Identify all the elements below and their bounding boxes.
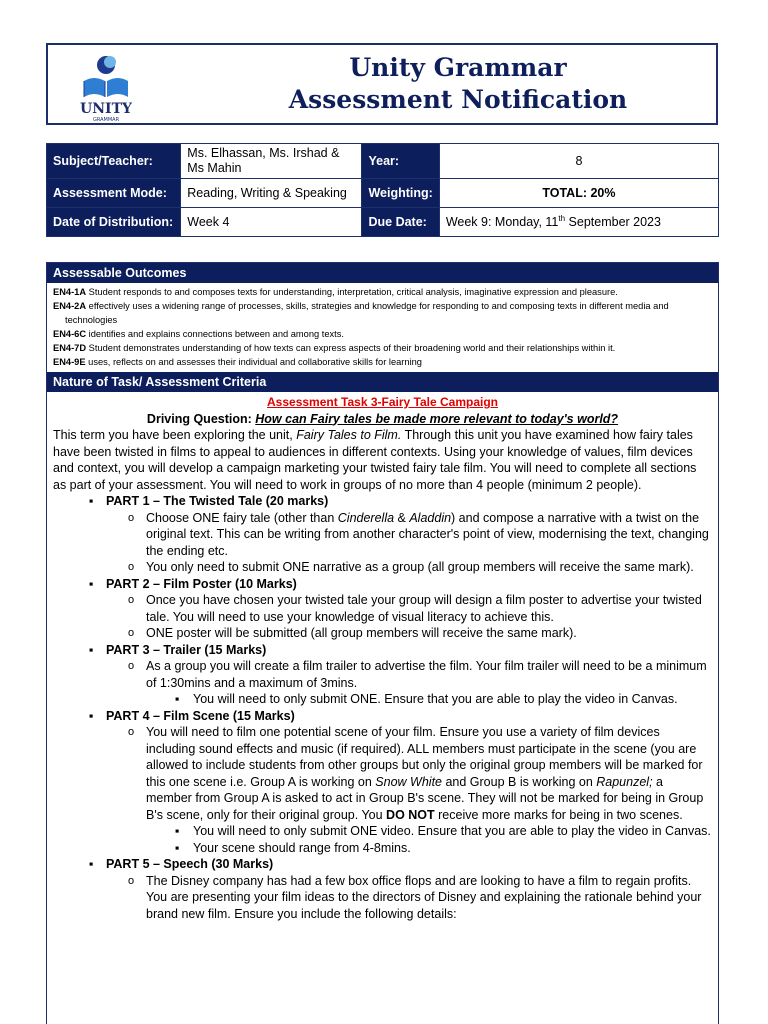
outcomes-heading: Assessable Outcomes [47,263,718,283]
distribution-value: Week 4 [181,208,362,237]
list-item: ▪ Your scene should range from 4-8mins. [53,840,712,857]
due-label: Due Date: [362,208,439,237]
list-item: o You only need to submit ONE narrative as a group (all group members will receive the same mark). [53,559,712,576]
page-subtitle: Assessment Notification [288,85,628,114]
list-item: o As a group you will create a film trailer to advertise the film. Your film trailer will need to be a minimum of 1:30mins and a maximum of 3mins. [53,658,712,691]
list-item: EN4-7D Student demonstrates understanding of how texts can express aspects of their broadening world and their relationships within it. [53,343,616,353]
part-3-title: ▪ PART 3 – Trailer (15 Marks) [53,642,712,659]
part-4-title: ▪ PART 4 – Film Scene (15 Marks) [53,708,712,725]
list-item: o Choose ONE fairy tale (other than Cinderella & Aladdin) and compose a narrative with a twist on the original text. This can be writing from another character's point of view, modernising the text, changing the ending etc. [53,510,712,560]
task-title: Assessment Task 3-Fairy Tale Campaign [267,395,498,409]
header-box [46,43,718,125]
part-2-title: ▪ PART 2 – Film Poster (10 Marks) [53,576,712,593]
task-heading: Nature of Task/ Assessment Criteria [47,372,718,392]
subject-value: Ms. Elhassan, Ms. Irshad & Ms Mahin [181,144,362,179]
task-body [47,392,718,922]
mode-label: Assessment Mode: [47,179,181,208]
table-row [47,179,719,208]
distribution-label: Date of Distribution: [47,208,181,237]
year-label: Year: [362,144,439,179]
table-row [47,208,719,237]
list-item: o ONE poster will be submitted (all group members will receive the same mark). [53,625,712,642]
svg-text:UNITY: UNITY [80,101,132,117]
weighting-label: Weighting: [362,179,439,208]
page-title: Unity Grammar [349,53,567,82]
list-item: EN4-1A Student responds to and composes texts for understanding, interpretation, critical analysis, imaginative expression and pleasure. [53,287,618,297]
outcomes-list [47,283,718,372]
due-value: Week 9: Monday, 11th September 2023 [439,208,718,237]
list-item: ▪ You will need to only submit ONE video. Ensure that you are able to play the video in Canvas. [53,823,712,840]
driving-question: Driving Question: How can Fairy tales be made more relevant to today's world? [146,411,619,426]
part-5-title: ▪ PART 5 – Speech (30 Marks) [53,856,712,873]
main-box [46,262,719,1024]
table-row [47,144,719,179]
list-item: o You will need to film one potential scene of your film. Ensure you use a variety of film devices including sound effects and music (if required). ALL members must participate in the scene (you are allowed to include students from other groups but only the original group members will be marked for this one scene i.e. Group A is working on Snow White and Group B is working on Rapunzel; a member from Group A is asked to act in Group B's scene. They will not be marked for being in Group B's scene, only for their original group. You DO NOT receive more marks for being in two scenes. [53,724,712,823]
list-item: o Once you have chosen your twisted tale your group will design a film poster to advertise your twisted tale. You will need to use your knowledge of visual literacy to achieve this. [53,592,712,625]
list-item: EN4-2A effectively uses a widening range of processes, skills, strategies and knowledge for responding to and composing texts in different media and technologies [53,301,669,325]
subject-label: Subject/Teacher: [47,144,181,179]
part-1-title: ▪ PART 1 – The Twisted Tale (20 marks) [53,493,712,510]
list-item: ▪ You will need to only submit ONE. Ensure that you are able to play the video in Canvas. [53,691,712,708]
mode-value: Reading, Writing & Speaking [181,179,362,208]
year-value: 8 [439,144,718,179]
task-intro: This term you have been exploring the unit, Fairy Tales to Film. Through this unit you have examined how fairy tales have been twisted in films to appeal to audiences in different contexts. Using your knowledge of values, film devices and context, you will develop a campaign marketing your twisted fairy tale film. You will need to complete all sections as part of your assessment. You will need to work in groups of no more than 4 people (minimum 2 people). [53,428,697,492]
unity-logo-icon [70,51,142,123]
info-table [46,143,719,237]
list-item: EN4-6C identifies and explains connections between and among texts. [53,329,344,339]
list-item: EN4-9E uses, reflects on and assesses their individual and collaborative skills for learning [53,357,422,367]
weighting-value: TOTAL: 20% [439,179,718,208]
list-item: o The Disney company has had a few box office flops and are looking to have a film to regain profits. You are presenting your film ideas to the directors of Disney and explaining the rationale behind your brand new film. Ensure you include the following details: [53,873,712,923]
svg-text:GRAMMAR: GRAMMAR [92,117,120,123]
